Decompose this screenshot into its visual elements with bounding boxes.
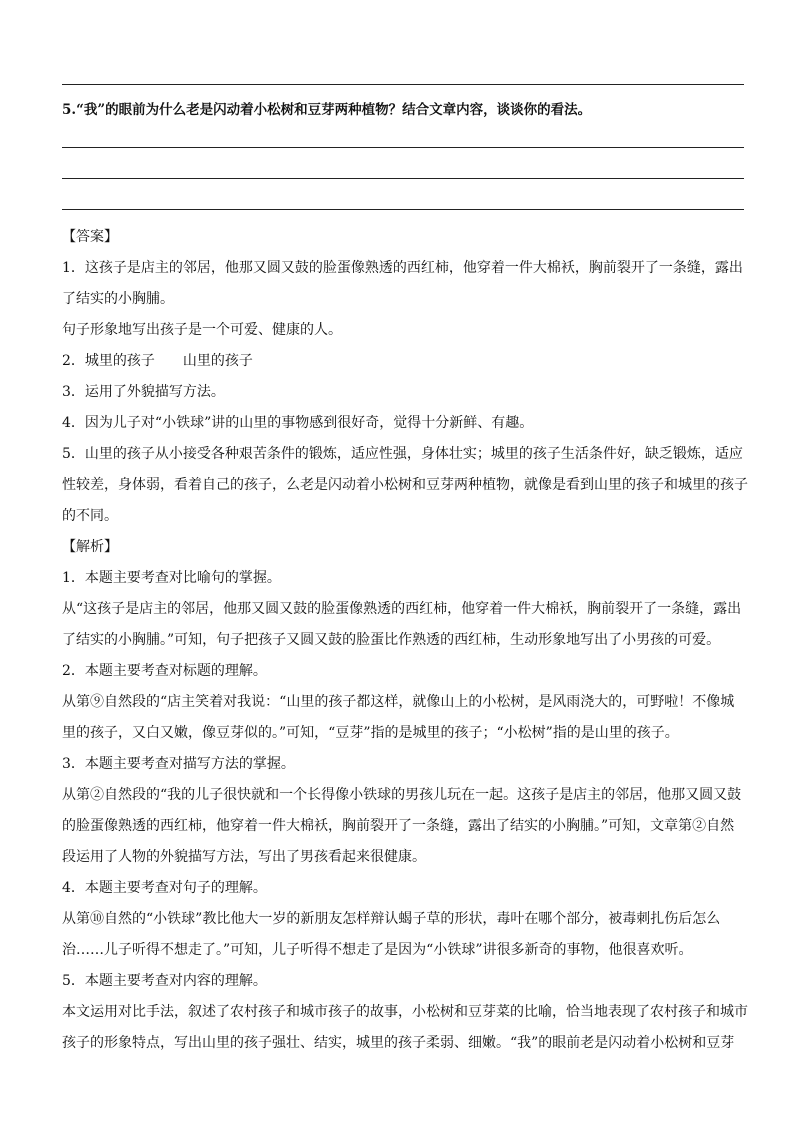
analysis-line: 段运用了人物的外貌描写方法，写出了男孩看起来很健康。 bbox=[62, 849, 426, 865]
analysis-line: 孩子的形象特点，写出山里的孩子强壮、结实，城里的孩子柔弱、细嫩。“我”的眼前老是闪动着小松树和豆芽 bbox=[62, 1035, 735, 1051]
answer-line: 4．因为儿子对“小铁球”讲的山里的事物感到很好奇，觉得十分新鲜、有趣。 bbox=[62, 415, 534, 431]
answer-line: 了结实的小胸脯。 bbox=[62, 291, 174, 307]
question-5: 5.“我”的眼前为什么老是闪动着小松树和豆芽两种植物？结合文章内容，谈谈你的看法。 bbox=[62, 102, 592, 118]
analysis-line: 从第⑩自然的“小铁球”教比他大一岁的新朋友怎样辩认蝎子草的形状，毒叶在哪个部分，被毒刺扎伤后怎么 bbox=[62, 911, 721, 927]
answer-line: 1．这孩子是店主的邻居，他那又圆又鼓的脸蛋像熟透的西红柿，他穿着一件大棉袄，胸前裂开了一条缝，露出 bbox=[62, 260, 743, 276]
analysis-line: 了结实的小胸脯。”可知，句子把孩子又圆又鼓的脸蛋比作熟透的西红柿，生动形象地写出了小男孩的可爱。 bbox=[62, 632, 721, 648]
analysis-line: 4．本题主要考查对句子的理解。 bbox=[62, 880, 267, 896]
answer-line: 5．山里的孩子从小接受各种艰苦条件的锻炼，适应性强，身体壮实；城里的孩子生活条件好，缺乏锻炼，适应 bbox=[62, 446, 743, 462]
analysis-line: 1．本题主要考查对比喻句的掌握。 bbox=[62, 570, 281, 586]
analysis-line: 从“这孩子是店主的邻居，他那又圆又鼓的脸蛋像熟透的西红柿，他穿着一件大棉袄，胸前裂开了一条缝，露出 bbox=[62, 601, 742, 617]
answer-line: 2．城里的孩子 山里的孩子 bbox=[62, 353, 253, 369]
answer-line-top bbox=[62, 84, 744, 85]
analysis-line: 治……儿子听得不想走了。”可知，儿子听得不想走了是因为“小铁球”讲很多新奇的事物，他很喜欢听。 bbox=[62, 942, 693, 958]
analysis-line: 的脸蛋像熟透的西红柿，他穿着一件大棉袄，胸前裂开了一条缝，露出了结实的小胸脯。”可知，文章第②自然 bbox=[62, 818, 735, 834]
answer-line: 性较差，身体弱，看着自己的孩子，么老是闪动着小松树和豆芽两种植物，就像是看到山里的孩子和城里的孩子 bbox=[62, 477, 748, 493]
analysis-line: 从第②自然段的“我的儿子很快就和一个长得像小铁球的男孩儿玩在一起。这孩子是店主的邻居，他那又圆又鼓 bbox=[62, 787, 742, 803]
analysis-line: 2．本题主要考查对标题的理解。 bbox=[62, 663, 267, 679]
answer-line-3 bbox=[62, 209, 744, 210]
answer-heading: 【答案】 bbox=[62, 229, 118, 245]
analysis-line: 从第⑨自然段的“店主笑着对我说：“山里的孩子都这样，就像山上的小松树，是风雨浇大的，可野啦！不像城 bbox=[62, 694, 735, 710]
answer-line-1 bbox=[62, 147, 744, 148]
analysis-line: 3．本题主要考查对描写方法的掌握。 bbox=[62, 756, 295, 772]
answer-line: 的不同。 bbox=[62, 508, 118, 524]
analysis-heading: 【解析】 bbox=[62, 539, 118, 555]
answer-line-2 bbox=[62, 178, 744, 179]
analysis-line: 5．本题主要考查对内容的理解。 bbox=[62, 973, 267, 989]
analysis-line: 里的孩子，又白又嫩，像豆芽似的。”可知，“豆芽”指的是城里的孩子；“小松树”指的是山里的孩子。 bbox=[62, 725, 679, 741]
answer-line: 句子形象地写出孩子是一个可爱、健康的人。 bbox=[62, 322, 342, 338]
answer-line: 3．运用了外貌描写方法。 bbox=[62, 384, 225, 400]
analysis-line: 本文运用对比手法，叙述了农村孩子和城市孩子的故事，小松树和豆芽菜的比喻，恰当地表现了农村孩子和城市 bbox=[62, 1004, 748, 1020]
